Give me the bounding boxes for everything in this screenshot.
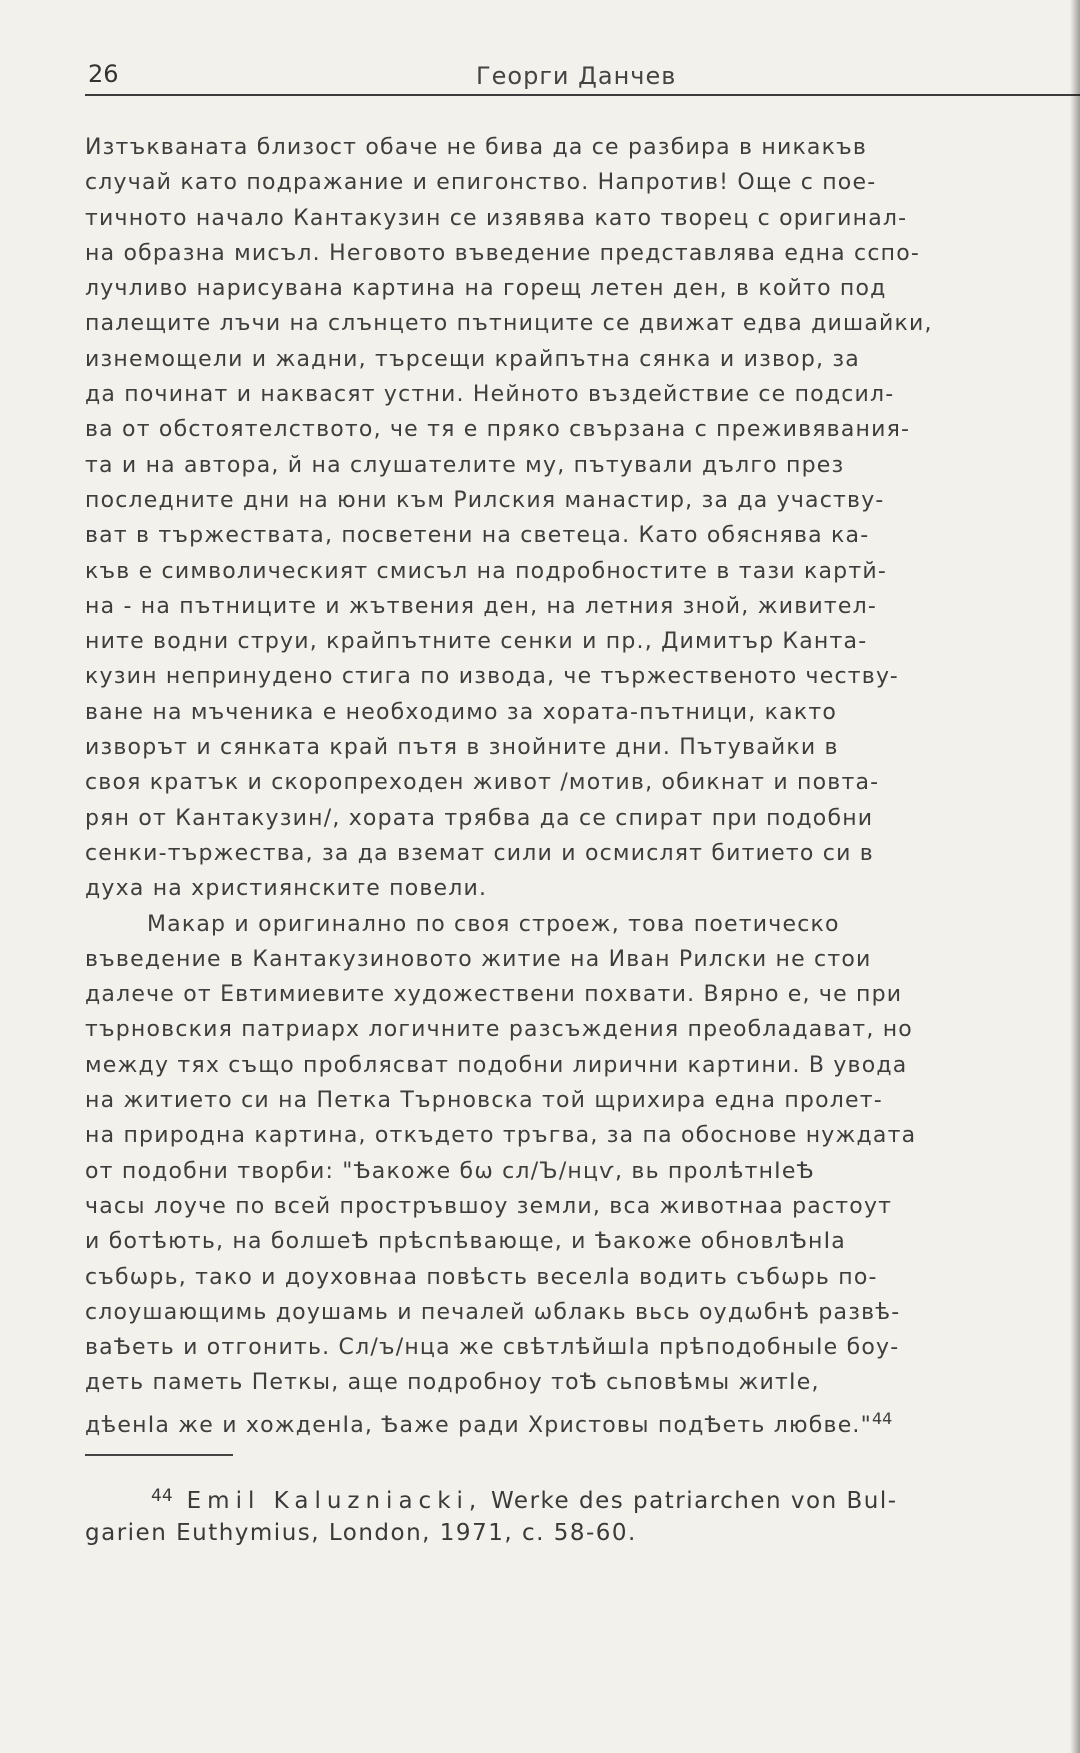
footnote-rule <box>85 1454 233 1456</box>
text-line: слоушающимь доушамь и печалей ѡблакь вьсь оудѡбнѣ развѣ- <box>85 1299 901 1325</box>
text-line: далече от Евтимиевите художествени похвати. Вярно е, че при <box>85 982 903 1008</box>
footnote-author: Emil Kaluzniacki, <box>186 1488 483 1514</box>
text-line: ваѢеть и отгонить. Сл/ъ/нца же свѣтлѣйшІа прѣподобныІе боу- <box>85 1335 900 1361</box>
body-text <box>85 130 1055 1436</box>
text-line: изнемощели и жадни, търсещи крайпътна сянка и извор, за <box>85 346 860 372</box>
footnote-line: garien Euthymius, London, 1971, c. 58-60. <box>85 1520 637 1546</box>
text-line: от подобни творби: "Ѣакоже бѡ сл/Ъ/нцѵ, вь пролѣтнІеѢ <box>85 1158 815 1184</box>
footnote <box>85 1478 1055 1552</box>
text-line: търновския патриарх логичните разсъждения преобладават, но <box>85 1017 913 1043</box>
text-line: изворът и сянката край пътя в знойните дни. Пътувайки в <box>85 735 839 761</box>
text-line-content: дѣенІа же и хожденІа, Ѣаже ради Христовы подѢеть любве." <box>85 1412 872 1438</box>
text-line: и ботѣють, на болшеѢ прѣспѣвающе, и Ѣакоже обновлѢнІа <box>85 1229 846 1255</box>
footnote-reference[interactable]: 44 <box>871 1408 893 1428</box>
text-line: ват в тържествата, посветени на светеца. Като обяснява ка- <box>85 523 870 549</box>
text-line: лучливо нарисувана картина на горещ летен ден, в който под <box>85 276 887 302</box>
text-line: сенки-тържества, за да вземат сили и осмислят битието си в <box>85 840 874 866</box>
text-line: последните дни на юни към Рилския манастир, за да участву- <box>85 487 885 513</box>
text-line: палещите лъчи на слънцето пътниците се движат едва дишайки, <box>85 311 933 337</box>
text-line: своя кратък и скоропреходен живот /мотив, обикнат и повтa- <box>85 770 880 796</box>
text-line: на - на пътниците и жътвения ден, на летния зной, живител- <box>85 593 878 619</box>
text-line: случай като подражание и епигонство. Напротив! Още с поe- <box>85 170 877 196</box>
text-line: къв е символическият смисъл на подробностите в тази картй- <box>85 558 887 584</box>
text-line: ните водни струи, крайпътните сенки и пр., Димитър Канта- <box>85 629 868 655</box>
footnote-line <box>85 1478 1055 1515</box>
text-line-last <box>85 1401 1055 1436</box>
text-line: тичното начало Кантакузин се изявява като творец с оригинал- <box>85 205 908 231</box>
text-line: събѡрь, тако и доуховнаа повѣсть веселІа водить събѡрь по- <box>85 1264 878 1290</box>
text-line: на образна мисъл. Неговото въведение представлява една сспо- <box>85 240 920 266</box>
page-header <box>88 60 1078 92</box>
text-line: деть паметь Петкы, аще подробноу тоѢ сьповѣмы житІе, <box>85 1370 820 1396</box>
text-line: Изтъкваната близост обаче не бива да се разбира в никакъв <box>85 135 868 160</box>
footnote-number: 44 <box>151 1486 173 1506</box>
header-rule <box>85 94 1080 96</box>
text-line: часы лоуче по всей простръвшоу земли, вса животнаа растоут <box>85 1193 893 1219</box>
text-line: рян от Кантакузин/, хората трябва да се спират при подобни <box>85 805 874 831</box>
text-line: въведение в Кантакузиновото житие на Иван Рилски не стои <box>85 946 872 972</box>
running-title: Георги Данчев <box>476 62 677 90</box>
text-line: духа на християнските повели. <box>85 876 488 902</box>
text-line: ва от обстоятелството, че тя е пряко свързана с преживявания- <box>85 417 911 443</box>
text-line: на житието си на Петка Търновска той щрихира една пролет- <box>85 1088 883 1114</box>
text-line: на природна картина, откъдето тръгва, за па обоснове нуждата <box>85 1123 917 1149</box>
text-line: между тях също проблясват подобни лирични картини. В увода <box>85 1052 908 1078</box>
paragraph-start-line: Макар и оригинално по своя строеж, това поетическо <box>147 911 840 937</box>
footnote-title: Werke des patriarchen von Bul- <box>491 1488 898 1514</box>
text-line: кузин непринудено стига по извода, че тържественото чествy- <box>85 664 899 690</box>
page-number: 26 <box>88 60 119 88</box>
text-line: та и на автора, й на слушателите му, пътували дълго през <box>85 452 845 478</box>
text-line: ване на мъченика е необходимо за хората-пътници, както <box>85 699 837 725</box>
text-line: да починат и наквасят устни. Нейното въздействие се подсил- <box>85 382 895 408</box>
page-edge-shadow <box>1070 0 1080 1753</box>
